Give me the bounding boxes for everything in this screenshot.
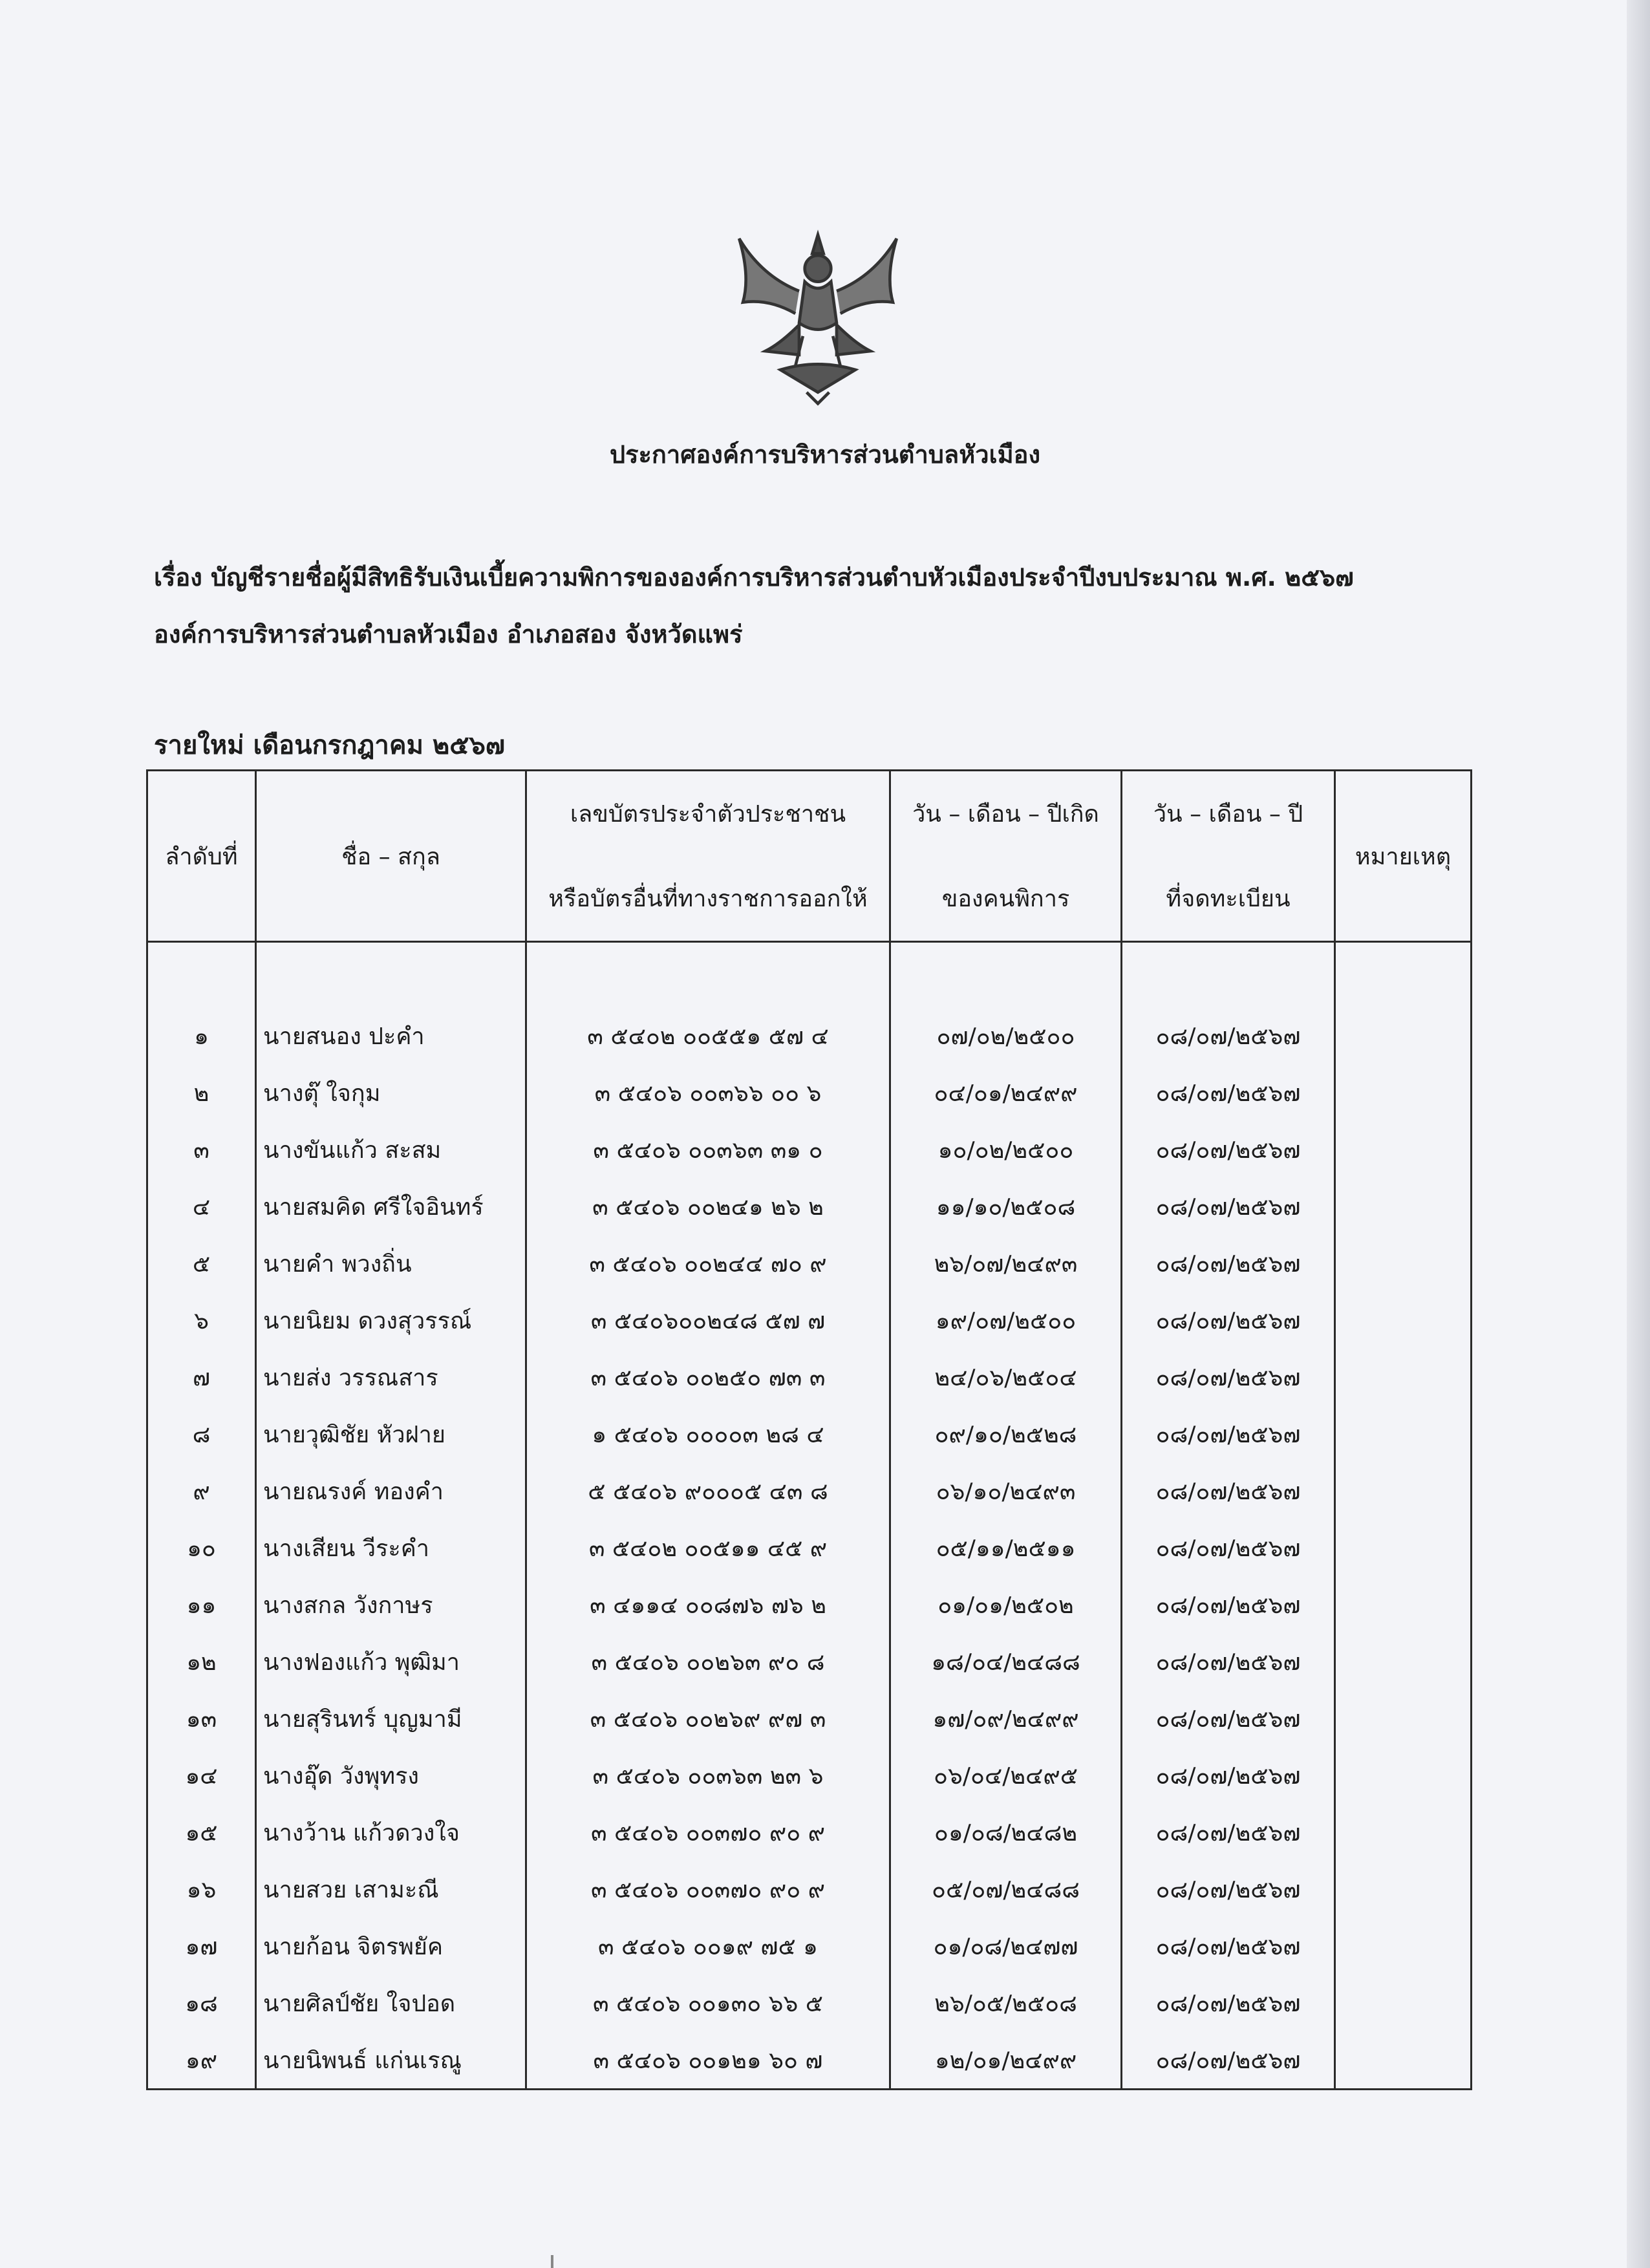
cell-reg: ๐๘/๐๗/๒๕๖๗ <box>1122 1861 1335 1918</box>
cell-no: ๑๙ <box>147 2031 256 2090</box>
cell-dob: ๐๑/๐๘/๒๔๘๒ <box>890 1804 1122 1861</box>
cell-dob: ๑๒/๐๑/๒๔๙๙ <box>890 2031 1122 2090</box>
cell-id: ๕ ๕๔๐๖ ๙๐๐๐๕ ๔๓ ๘ <box>526 1462 890 1519</box>
cell-dob: ๒๖/๐๗/๒๔๙๓ <box>890 1235 1122 1292</box>
cell-id: ๓ ๕๔๐๖ ๐๐๓๖๓ ๒๓ ๖ <box>526 1747 890 1804</box>
cell-remark <box>1335 1576 1472 1633</box>
cell-id: ๓ ๕๔๐๖ ๐๐๑๓๐ ๖๖ ๕ <box>526 1974 890 2031</box>
cell-name: นายสนอง ปะคำ <box>256 1007 526 1064</box>
cell-dob: ๐๕/๐๗/๒๔๘๘ <box>890 1861 1122 1918</box>
cell-remark <box>1335 1519 1472 1576</box>
cell-name: นางขันแก้ว สะสม <box>256 1121 526 1178</box>
header-reg: วัน – เดือน – ปี ที่จดทะเบียน <box>1122 771 1335 942</box>
header-remark: หมายเหตุ <box>1335 771 1472 942</box>
table-row <box>147 1576 1472 1633</box>
cell-name: นายณรงค์ ทองคำ <box>256 1462 526 1519</box>
cell-id: ๓ ๕๔๐๖ ๐๐๒๕๐ ๗๓ ๓ <box>526 1349 890 1406</box>
cell-reg: ๐๘/๐๗/๒๕๖๗ <box>1122 1178 1335 1235</box>
cell-reg: ๐๘/๐๗/๒๕๖๗ <box>1122 1519 1335 1576</box>
table-row <box>147 1235 1472 1292</box>
table-row <box>147 1519 1472 1576</box>
cell-reg: ๐๘/๐๗/๒๕๖๗ <box>1122 1918 1335 1974</box>
cell-dob: ๑๙/๐๗/๒๕๐๐ <box>890 1292 1122 1349</box>
cell-remark <box>1335 1633 1472 1690</box>
cell-remark <box>1335 1690 1472 1747</box>
table-row <box>147 1918 1472 1974</box>
cell-remark <box>1335 1064 1472 1121</box>
table-row <box>147 1747 1472 1804</box>
cell-dob: ๐๔/๐๑/๒๔๙๙ <box>890 1064 1122 1121</box>
cell-reg: ๐๘/๐๗/๒๕๖๗ <box>1122 1690 1335 1747</box>
cell-dob: ๒๖/๐๕/๒๕๐๘ <box>890 1974 1122 2031</box>
cell-remark <box>1335 1747 1472 1804</box>
table-row <box>147 1974 1472 2031</box>
cell-reg: ๐๘/๐๗/๒๕๖๗ <box>1122 1576 1335 1633</box>
cell-no: ๑๐ <box>147 1519 256 1576</box>
cell-remark <box>1335 1121 1472 1178</box>
cell-reg: ๐๘/๐๗/๒๕๖๗ <box>1122 1747 1335 1804</box>
cell-dob: ๐๖/๑๐/๒๔๙๓ <box>890 1462 1122 1519</box>
table-row <box>147 1633 1472 1690</box>
cell-remark <box>1335 1804 1472 1861</box>
cell-no: ๑๗ <box>147 1918 256 1974</box>
cell-id: ๓ ๕๔๐๖ ๐๐๓๗๐ ๙๐ ๙ <box>526 1861 890 1918</box>
cell-dob: ๑๐/๐๒/๒๕๐๐ <box>890 1121 1122 1178</box>
cell-remark <box>1335 1007 1472 1064</box>
table-row <box>147 1121 1472 1178</box>
cell-name: นางฟองแก้ว พุฒิมา <box>256 1633 526 1690</box>
table-row <box>147 1349 1472 1406</box>
cell-no: ๑๑ <box>147 1576 256 1633</box>
cell-reg: ๐๘/๐๗/๒๕๖๗ <box>1122 2031 1335 2090</box>
table-row <box>147 1462 1472 1519</box>
announcement-heading: ประกาศองค์การบริหารส่วนตำบลหัวเมือง <box>609 440 1041 469</box>
subject-line-1: เรื่อง บัญชีรายชื่อผู้มีสิทธิรับเงินเบี้ยความพิการขององค์การบริหารส่วนตำบหัวเมืองประจำปีงบประมาณ พ.ศ. ๒๕๖๗ <box>154 563 1354 592</box>
cell-remark <box>1335 1349 1472 1406</box>
cell-reg: ๐๘/๐๗/๒๕๖๗ <box>1122 1349 1335 1406</box>
page-edge <box>1627 0 1650 2268</box>
cell-name: นางอุ๊ด วังพุทรง <box>256 1747 526 1804</box>
cell-reg: ๐๘/๐๗/๒๕๖๗ <box>1122 1406 1335 1462</box>
cell-reg: ๐๘/๐๗/๒๕๖๗ <box>1122 1007 1335 1064</box>
table-header-row <box>147 771 1472 942</box>
table-row <box>147 1861 1472 1918</box>
cell-dob: ๐๗/๐๒/๒๕๐๐ <box>890 1007 1122 1064</box>
cell-remark <box>1335 1974 1472 2031</box>
header-name: ชื่อ – สกุล <box>256 771 526 942</box>
table-row <box>147 1804 1472 1861</box>
table-row <box>147 1007 1472 1064</box>
cell-no: ๑๕ <box>147 1804 256 1861</box>
cell-name: นางตุ๊ ใจกุม <box>256 1064 526 1121</box>
cell-id: ๓ ๕๔๐๖ ๐๐๑๙ ๗๕ ๑ <box>526 1918 890 1974</box>
cell-id: ๓ ๕๔๐๖ ๐๐๓๗๐ ๙๐ ๙ <box>526 1804 890 1861</box>
cell-no: ๒ <box>147 1064 256 1121</box>
header-dob: วัน – เดือน – ปีเกิด ของคนพิการ <box>890 771 1122 942</box>
cell-id: ๓ ๕๔๐๖ ๐๐๓๖๖ ๐๐ ๖ <box>526 1064 890 1121</box>
cell-id: ๓ ๕๔๐๖ ๐๐๓๖๓ ๓๑ ๐ <box>526 1121 890 1178</box>
cell-id: ๓ ๕๔๐๒ ๐๐๕๑๑ ๔๕ ๙ <box>526 1519 890 1576</box>
header-id: เลขบัตรประจำตัวประชาชน หรือบัตรอื่นที่ทางราชการออกให้ <box>526 771 890 942</box>
table-row <box>147 1064 1472 1121</box>
header-no: ลำดับที่ <box>147 771 256 942</box>
cell-id: ๓ ๕๔๐๖ ๐๐๑๒๑ ๖๐ ๗ <box>526 2031 890 2090</box>
cell-reg: ๐๘/๐๗/๒๕๖๗ <box>1122 1235 1335 1292</box>
cell-no: ๕ <box>147 1235 256 1292</box>
cell-no: ๑๔ <box>147 1747 256 1804</box>
cell-id: ๓ ๕๔๐๖๐๐๒๔๘ ๕๗ ๗ <box>526 1292 890 1349</box>
table-row <box>147 1292 1472 1349</box>
cell-remark <box>1335 2031 1472 2090</box>
cell-reg: ๐๘/๐๗/๒๕๖๗ <box>1122 1462 1335 1519</box>
cell-name: นางว้าน แก้วดวงใจ <box>256 1804 526 1861</box>
cell-remark <box>1335 1406 1472 1462</box>
cell-reg: ๐๘/๐๗/๒๕๖๗ <box>1122 1292 1335 1349</box>
cell-no: ๗ <box>147 1349 256 1406</box>
cell-remark <box>1335 1918 1472 1974</box>
cell-id: ๓ ๔๑๑๔ ๐๐๘๗๖ ๗๖ ๒ <box>526 1576 890 1633</box>
cell-dob: ๒๔/๐๖/๒๕๐๔ <box>890 1349 1122 1406</box>
cell-id: ๓ ๕๔๐๖ ๐๐๒๔๑ ๒๖ ๒ <box>526 1178 890 1235</box>
cell-remark <box>1335 1178 1472 1235</box>
cell-no: ๑ <box>147 1007 256 1064</box>
table-row <box>147 1178 1472 1235</box>
cell-dob: ๐๕/๑๑/๒๕๑๑ <box>890 1519 1122 1576</box>
cell-name: นายก้อน จิตรพยัค <box>256 1918 526 1974</box>
cell-dob: ๐๑/๐๑/๒๕๐๒ <box>890 1576 1122 1633</box>
cell-no: ๑๒ <box>147 1633 256 1690</box>
cell-reg: ๐๘/๐๗/๒๕๖๗ <box>1122 1064 1335 1121</box>
cell-no: ๑๘ <box>147 1974 256 2031</box>
garuda-emblem-icon <box>724 220 912 407</box>
cell-reg: ๐๘/๐๗/๒๕๖๗ <box>1122 1804 1335 1861</box>
cell-name: นายวุฒิชัย หัวฝาย <box>256 1406 526 1462</box>
cell-no: ๙ <box>147 1462 256 1519</box>
cell-id: ๑ ๕๔๐๖ ๐๐๐๐๓ ๒๘ ๔ <box>526 1406 890 1462</box>
cell-remark <box>1335 1462 1472 1519</box>
cell-dob: ๑๗/๐๙/๒๔๙๙ <box>890 1690 1122 1747</box>
cell-no: ๑๖ <box>147 1861 256 1918</box>
cell-name: นายนิพนธ์ แก่นเรณู <box>256 2031 526 2090</box>
beneficiary-table <box>146 769 1472 2090</box>
table-spacer-row <box>147 942 1472 1008</box>
cell-no: ๑๓ <box>147 1690 256 1747</box>
cell-name: นายส่ง วรรณสาร <box>256 1349 526 1406</box>
cell-name: นายสวย เสามะณี <box>256 1861 526 1918</box>
table-row <box>147 1406 1472 1462</box>
cell-name: นางสกล วังกาษร <box>256 1576 526 1633</box>
cell-reg: ๐๘/๐๗/๒๕๖๗ <box>1122 1121 1335 1178</box>
cell-id: ๓ ๕๔๐๖ ๐๐๒๔๔ ๗๐ ๙ <box>526 1235 890 1292</box>
cell-name: นายนิยม ดวงสุวรรณ์ <box>256 1292 526 1349</box>
cell-no: ๖ <box>147 1292 256 1349</box>
cell-dob: ๐๑/๐๘/๒๔๗๗ <box>890 1918 1122 1974</box>
cell-dob: ๑๘/๐๔/๒๔๘๘ <box>890 1633 1122 1690</box>
cell-id: ๓ ๕๔๐๒ ๐๐๕๕๑ ๕๗ ๔ <box>526 1007 890 1064</box>
cell-name: นายศิลป์ชัย ใจปอด <box>256 1974 526 2031</box>
table-row <box>147 1690 1472 1747</box>
cell-id: ๓ ๕๔๐๖ ๐๐๒๖๙ ๙๗ ๓ <box>526 1690 890 1747</box>
cell-name: นายสุรินทร์ บุญมามี <box>256 1690 526 1747</box>
cell-remark <box>1335 1292 1472 1349</box>
cell-remark <box>1335 1235 1472 1292</box>
cell-name: นายสมคิด ศรีใจอินทร์ <box>256 1178 526 1235</box>
cell-dob: ๑๑/๑๐/๒๕๐๘ <box>890 1178 1122 1235</box>
cell-dob: ๐๖/๐๔/๒๔๙๕ <box>890 1747 1122 1804</box>
cell-name: นายคำ พวงถิ่น <box>256 1235 526 1292</box>
cell-reg: ๐๘/๐๗/๒๕๖๗ <box>1122 1974 1335 2031</box>
cell-id: ๓ ๕๔๐๖ ๐๐๒๖๓ ๙๐ ๘ <box>526 1633 890 1690</box>
table-row <box>147 2031 1472 2090</box>
subject-line-2: องค์การบริหารส่วนตำบลหัวเมือง อำเภอสอง จังหวัดแพร่ <box>154 620 743 648</box>
cell-no: ๓ <box>147 1121 256 1178</box>
cell-remark <box>1335 1861 1472 1918</box>
cell-reg: ๐๘/๐๗/๒๕๖๗ <box>1122 1633 1335 1690</box>
cell-no: ๘ <box>147 1406 256 1462</box>
cell-name: นางเสียน วีระคำ <box>256 1519 526 1576</box>
cell-no: ๔ <box>147 1178 256 1235</box>
page-mark <box>551 2255 553 2268</box>
section-title: รายใหม่ เดือนกรกฎาคม ๒๕๖๗ <box>154 731 505 760</box>
cell-dob: ๐๙/๑๐/๒๕๒๘ <box>890 1406 1122 1462</box>
